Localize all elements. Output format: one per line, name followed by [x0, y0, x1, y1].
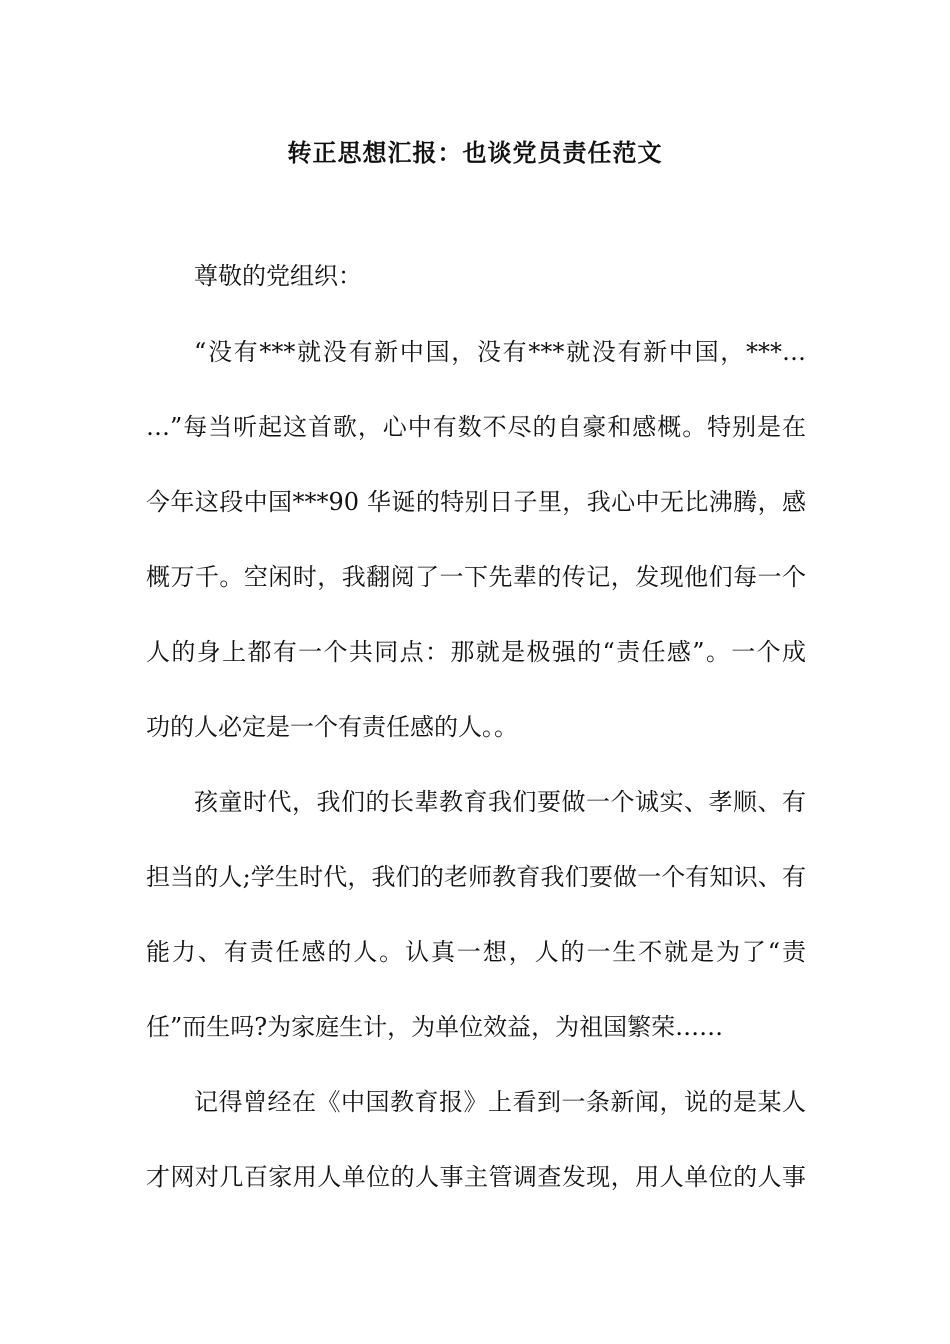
paragraph-2-line-1: 孩童时代，我们的长辈教育我们要做一个诚实、孝顺、有 [194, 788, 806, 816]
paragraph-2-line-4: 任”而生吗?为家庭生计，为单位效益，为祖国繁荣…… [146, 1013, 724, 1041]
paragraph-1-line-2: …”每当听起这首歌，心中有数不尽的自豪和感概。特别是在 [146, 413, 806, 441]
paragraph-2-line-3: 能力、有责任感的人。认真一想，人的一生不就是为了“责 [146, 938, 806, 966]
paragraph-1-line-6: 功的人必定是一个有责任感的人。。 [146, 713, 518, 741]
paragraph-3-line-1: 记得曾经在《中国教育报》上看到一条新闻，说的是某人 [194, 1088, 806, 1116]
paragraph-1-line-3: 今年这段中国***90 华诞的特别日子里，我心中无比沸腾，感 [146, 488, 806, 516]
paragraph-1-line-5: 人的身上都有一个共同点：那就是极强的“责任感”。一个成 [146, 638, 806, 666]
paragraph-2-line-2: 担当的人;学生时代，我们的老师教育我们要做一个有知识、有 [146, 863, 806, 891]
paragraph-1-line-4: 概万千。空闲时，我翻阅了一下先辈的传记，发现他们每一个 [146, 563, 806, 591]
salutation-line: 尊敬的党组织： [194, 262, 362, 290]
paragraph-1-line-1: “没有***就没有新中国，没有***就没有新中国，***… [194, 338, 806, 366]
document-title: 转正思想汇报：也谈党员责任范文 [287, 139, 663, 167]
paragraph-3-line-2: 才网对几百家用人单位的人事主管调查发现，用人单位的人事 [146, 1163, 806, 1191]
